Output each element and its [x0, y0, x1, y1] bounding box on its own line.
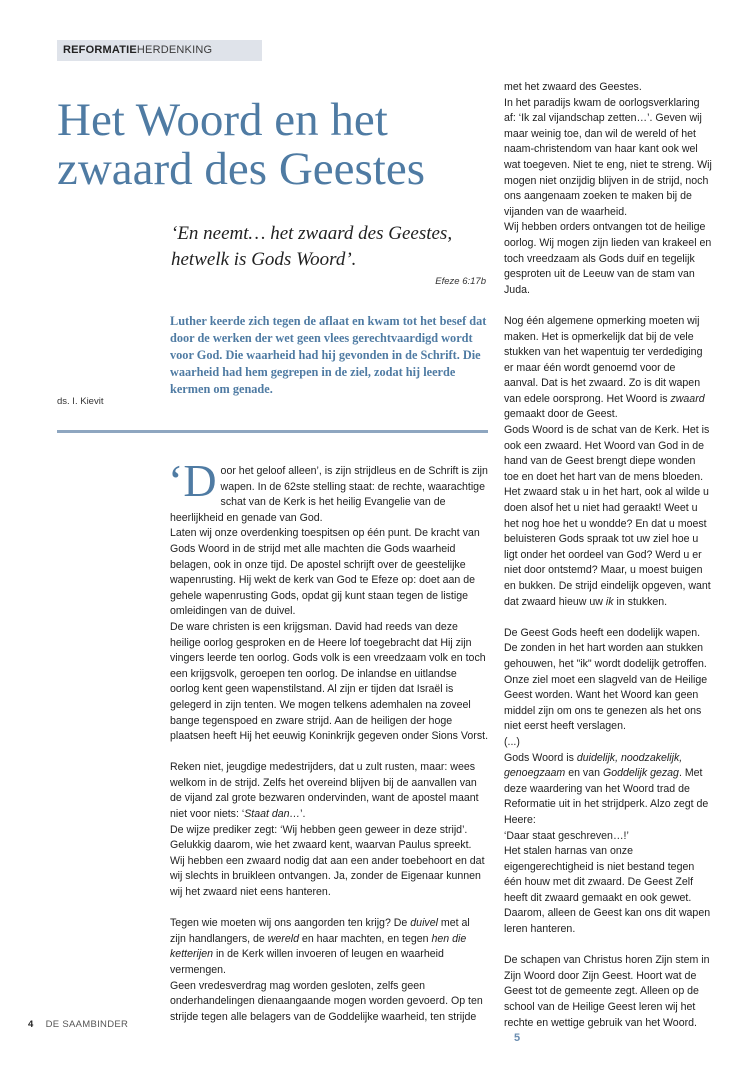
- divider-rule: [57, 430, 488, 433]
- paragraph: (...): [504, 735, 520, 748]
- paragraph: Wij hebben orders ontvangen tot de heilige oorlog. Wij mogen zijn lieden van krakeel en toch vreedzaam als Gods duif en tegelijk gesproten uit de Leeuw van de stam van Juda.: [504, 221, 712, 296]
- emphasis: Goddelijk gezag: [602, 767, 679, 780]
- paragraph: Geen vredesverdrag mag worden gesloten, zelfs geen onderhandelingen dienaangaande mogen worden gevoerd. Op ten strijde tegen alle belagers van de Goddelijke waarheid, ten strijde: [170, 979, 483, 1023]
- section-tag-rest: HERDENKING: [136, 44, 213, 56]
- paragraph: [504, 314, 712, 423]
- emphasis: ik: [605, 595, 614, 608]
- paragraph: [168, 455, 488, 526]
- paragraph-text: en haar machten, en tegen: [298, 932, 432, 945]
- paragraph: De ware christen is een krijgsman. David had reeds van deze heilige oorlog gesproken en de Heere lof toegebracht dat Hij zijn vingers leerde ten oorlog. Gods volk is een vreedzaam volk en toch een krijgsvolk, geroepen ten oorlog. De inlandse en uitlandse oorlog kent geen wapenstilstand. Al zijn er tijden dat Israël is gelegerd in zijn tenten. We mogen telkens ademhalen na zoveel bange tegenspoed en zware strijd. Aan de heiligen der hoge plaatsen heeft Hij het eeuwig Koninkrijk gegeven onder Sions Vorst.: [170, 620, 489, 743]
- paragraph-text: De schapen van Christus horen Zijn stem in Zijn Woord door Zijn Geest. Hoort wat de Geest tot de gemeente zegt. Alleen op de school van de Heilige Geest leren wij het rechte en wettige gebruik van het Woord.: [504, 954, 710, 1029]
- paragraph-text: gemaakt door de Geest.: [504, 408, 618, 421]
- section-tag-text: [63, 44, 212, 56]
- paragraph: In het paradijs kwam de oorlogsverklaring af: ‘Ik zal vijandschap zetten…’. Geven wij maar weinig toe, dan wil de wereld of het naam-christendom van haar kant ook wel wat toegeven. Niet te eng, niet te streng. Wij mogen niet onzijdig blijven in de strijd, noch ons aangenaam zoeken te maken bij de vijanden van de waarheid.: [504, 96, 712, 218]
- emphasis: wereld: [267, 932, 299, 945]
- page-number: 4: [28, 1019, 34, 1030]
- paragraph-text: Tegen wie moeten wij ons aangorden ten krijg? De: [170, 917, 411, 930]
- paragraph: [170, 916, 488, 978]
- article-intro: Luther keerde zich tegen de aflaat en kwam tot het besef dat door de werken der wet geen vlees gerechtvaardigd wordt voor God. Die waarheid had hij gevonden in de Schrift. Die waarheid had hem gegrepen in de ziel, zodat hij leerde kermen om genade.: [170, 314, 487, 397]
- paragraph-text: Gods Woord is: [504, 751, 577, 764]
- paragraph: [170, 760, 488, 822]
- paragraph-text: Reken niet, jeugdige medestrijders, dat u zult rusten, maar: wees welkom in de strijd. Zelfs het overeind blijven bij de aanvallen van de vijand zal grote bezwaren ondervinden, want de apostel maant niet voor niets: ‘: [170, 761, 479, 821]
- paragraph: [504, 423, 712, 610]
- emphasis: zwaard: [670, 392, 705, 405]
- paragraph-text: oor het geloof alleen’, is zijn strijdleus en de Schrift is zijn wapen. In de 62ste stelling staat: de rechte, waarachtige schat van de Kerk is het heilig Evangelie van de heerlijkheid en genade van God.: [170, 465, 488, 524]
- paragraph: met het zwaard des Geestes.: [504, 81, 642, 93]
- paragraph: Het stalen harnas van onze eigengerechtigheid is niet bestand tegen één houw met dit zwaard. De Geest Zelf heeft dit zwaard gemaakt en ook gewet. Daarom, alleen de Geest kan ons dit wapen leren hanteren.: [504, 845, 711, 936]
- paragraph: [504, 751, 712, 829]
- end-mark-icon: 5: [514, 1032, 521, 1045]
- paragraph: Laten wij onze overdenking toespitsen op één punt. De kracht van Gods Woord in de strijd met alle machten die Gods waarheid belagen, ook in onze tijd. De apostel schrijft over de geestelijke wapenrusting. Hij wekt de kerk van God te Efeze op: doet aan de gehele wapenrusting Gods, opdat gij kunt staan tegen de listige omleidingen van de duivel.: [170, 527, 480, 618]
- article-column-right: [504, 80, 712, 1047]
- epigraph-quote: ‘En neemt… het zwaard des Geestes, hetwelk is Gods Woord’.: [171, 223, 453, 270]
- paragraph-text: . Met deze waardering van het Woord trad de Reformatie uit in het strijdperk. Alzo zegt de Heere:: [504, 767, 709, 826]
- publication-name: DE SAAMBINDER: [45, 1019, 129, 1030]
- paragraph-text: Gods Woord is de schat van de Kerk. Het is ook een zwaard. Het Woord van God in de hand van de Geest brengt diepe wonden toe en doet het hart van de mens bloeden. Het zwaard stak u in het hart, ook al wilde u doen alsof het u niet had geraakt! Weet u het nog hoe het u wondde? En dat u moest beluisteren Gods spraak tot uw ziel hoe u ligt onder het oordeel van God? Werd u er niet door ontstemd? Maar, u moest buigen en bukken. De strijd eindelijk opgeven, want dat zwaard hieuw uw: [504, 424, 711, 608]
- paragraph-text: in de Kerk willen invoeren of leugen en waarheid vermengen.: [170, 948, 444, 976]
- article-column-left: [168, 455, 489, 1025]
- emphasis: Staat dan…: [244, 808, 301, 821]
- paragraph: De wijze prediker zegt: ‘Wij hebben geen geweer in deze strijd’. Gelukkig daarom, wie het zwaard kent, waarvan Paulus spreekt. Wij hebben een zwaard nodig dat aan een ander toebehoort en dat wij slechts in bruikleen ontvangen. Ja, zonder de Eigenaar kunnen wij het zwaard niet eens hanteren.: [170, 823, 485, 899]
- paragraph-text: en van: [565, 767, 603, 780]
- page-footer: [28, 1019, 128, 1030]
- article-title: Het Woord en het zwaard des Geestes: [57, 94, 425, 195]
- section-tag: [57, 40, 262, 61]
- paragraph: [504, 953, 712, 1047]
- drop-cap: ‘D: [168, 455, 217, 506]
- emphasis: duidelijk, noodzakelijk, genoegzaam: [504, 751, 683, 780]
- section-tag-bold: REFORMATIE: [63, 44, 137, 56]
- emphasis: hen die ketterijen: [170, 932, 467, 961]
- author-byline: ds. I. Kievit: [57, 396, 104, 407]
- paragraph-text: in stukken.: [613, 595, 668, 608]
- paragraph: De Geest Gods heeft een dodelijk wapen. De zonden in het hart worden aan stukken gehouwen, het "ik" wordt dodelijk getroffen. Onze ziel moet een slagveld van de Heilige Geest worden. Want het Woord kan geen middel zijn om ons te genezen als het ons niet eerst heeft verslagen.: [504, 626, 708, 733]
- epigraph-reference: Efeze 6:17b: [435, 276, 486, 287]
- paragraph: ‘Daar staat geschreven…!’: [504, 829, 629, 842]
- emphasis: duivel: [410, 917, 438, 930]
- paragraph-text: Nog één algemene opmerking moeten wij maken. Het is opmerkelijk dat bij de vele stukken van het wapentuig ter verdediging er maar één wordt genoemd voor de aanval. Dat is het zwaard. Zo is dit wapen van edele oorsprong. Het Woord is: [504, 314, 703, 405]
- paragraph-text: ’.: [300, 808, 306, 821]
- paragraph-text: met al zijn handlangers, de: [170, 917, 470, 945]
